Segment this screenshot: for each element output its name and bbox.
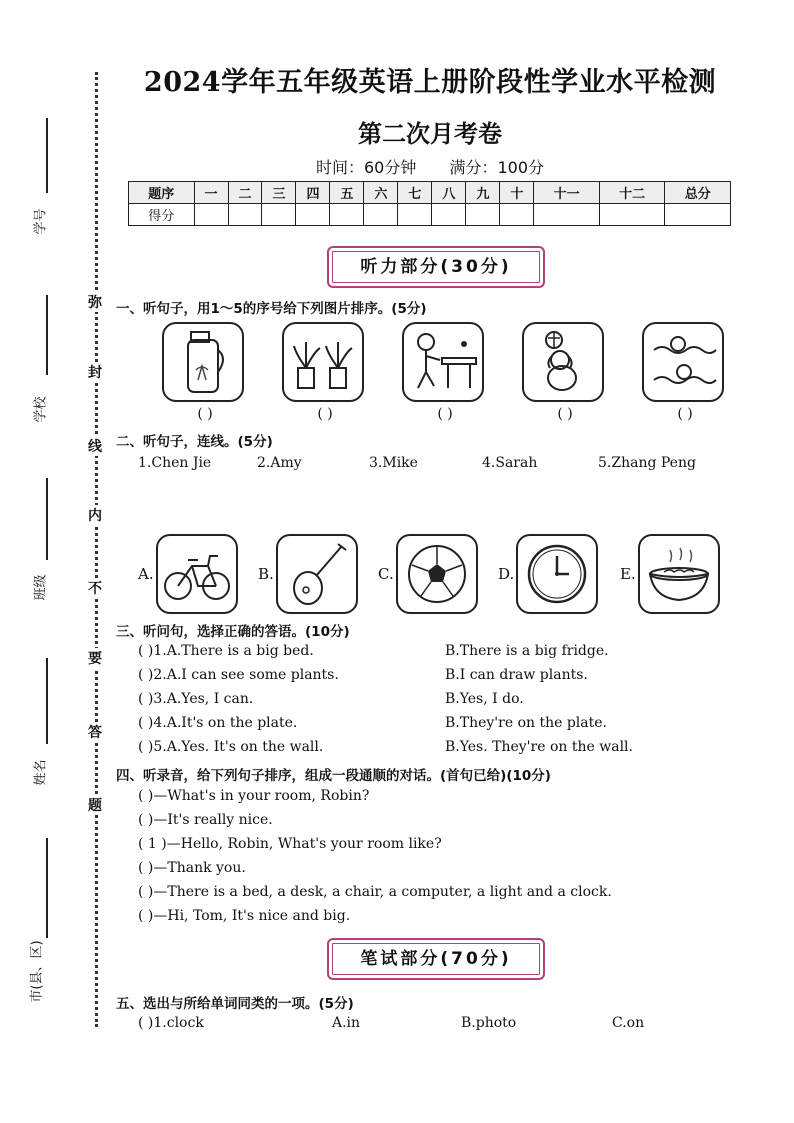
score-cell[interactable] [364, 204, 398, 226]
question-stem: ( )1.clock [138, 1015, 204, 1031]
score-table-header-cell: 四 [296, 182, 330, 204]
question-option-a: ( )1.A.There is a big bed. [138, 643, 314, 659]
plants-icon [282, 322, 364, 402]
score-cell[interactable] [432, 204, 466, 226]
swimmers-icon [642, 322, 724, 402]
score-table-label: 得分 [129, 204, 195, 226]
answer-parens[interactable]: ( ) [197, 406, 213, 422]
dialogue-line: ( )—What's in your room, Robin? [138, 788, 370, 804]
student-name: 3.Mike [369, 455, 418, 471]
score-table-header-cell: 二 [228, 182, 262, 204]
answer-parens[interactable]: ( ) [437, 406, 453, 422]
question-option-a: ( )4.A.It's on the plate. [138, 715, 298, 731]
bicycle-icon [156, 534, 238, 614]
question-option-b: B.There is a big fridge. [445, 643, 609, 659]
field-label-name: 姓名 [33, 759, 49, 786]
exam-subtitle: 第二次月考卷 [358, 119, 502, 148]
score-cell[interactable] [665, 204, 731, 226]
exam-title: 2024学年五年级英语上册阶段性学业水平检测 [143, 67, 717, 98]
seal-char: 封 [80, 362, 110, 382]
score-table-label: 题序 [129, 182, 195, 204]
section4-heading: 四、听录音，给下列句子排序，组成一段通顺的对话。(首句已给)(10分) [116, 768, 551, 784]
seal-char: 题 [80, 795, 110, 815]
option-letter: E. [620, 565, 636, 583]
score-table-header-row [129, 182, 731, 204]
dialogue-line: ( )—Hi, Tom, It's nice and big. [138, 908, 351, 924]
score-table-header-cell: 八 [432, 182, 466, 204]
dog-ball-icon [522, 322, 604, 402]
score-table-header-cell: 总分 [665, 182, 731, 204]
dialogue-line: ( )—Thank you. [138, 860, 246, 876]
field-label-class: 班级 [33, 574, 49, 601]
question-option-a: ( )3.A.Yes, I can. [138, 691, 254, 707]
choice-a: A.in [332, 1015, 361, 1031]
section1-heading: 一、听句子，用1～5的序号给下列图片排序。(5分) [116, 301, 427, 317]
score-cell[interactable] [262, 204, 296, 226]
score-table-header-cell: 十二 [599, 182, 665, 204]
score-cell[interactable] [296, 204, 330, 226]
answer-parens[interactable]: ( ) [317, 406, 333, 422]
question-option-b: B.Yes. They're on the wall. [445, 739, 633, 755]
seal-char: 答 [80, 722, 110, 742]
exam-full-score: 满分：100分 [449, 158, 544, 177]
question-option-b: B.They're on the plate. [445, 715, 607, 731]
field-underline [46, 478, 48, 560]
score-cell[interactable] [534, 204, 600, 226]
field-underline [46, 658, 48, 744]
score-cell[interactable] [194, 204, 228, 226]
score-table-header-cell: 三 [262, 182, 296, 204]
noodle-bowl-icon [638, 534, 720, 614]
score-cell[interactable] [330, 204, 364, 226]
field-underline [46, 118, 48, 193]
option-letter: A. [138, 565, 154, 583]
option-letter: B. [258, 565, 274, 583]
field-label-school: 学校 [33, 396, 49, 423]
score-cell[interactable] [500, 204, 534, 226]
score-table-header-cell: 五 [330, 182, 364, 204]
writing-banner: 笔试部分(70分) [327, 938, 545, 980]
choice-b: B.photo [461, 1015, 517, 1031]
field-label-district: 市(县、区) [29, 940, 45, 1003]
question-option-a: ( )5.A.Yes. It's on the wall. [138, 739, 324, 755]
section5-heading: 五、选出与所给单词同类的一项。(5分) [116, 996, 354, 1012]
clock-icon [516, 534, 598, 614]
seal-char: 要 [80, 648, 110, 668]
score-table-header-cell: 十一 [534, 182, 600, 204]
student-name: 5.Zhang Peng [598, 455, 696, 471]
field-underline [46, 295, 48, 375]
dialogue-line: ( )—There is a bed, a desk, a chair, a computer, a light and a clock. [138, 884, 612, 900]
score-table-header-cell: 十 [500, 182, 534, 204]
score-table-header-cell: 一 [194, 182, 228, 204]
option-letter: D. [498, 565, 515, 583]
student-name: 2.Amy [257, 455, 302, 471]
seal-char: 不 [80, 578, 110, 598]
exam-time-score [130, 155, 730, 178]
seal-char: 线 [80, 436, 110, 456]
seal-dotted-line [95, 72, 98, 1027]
dialogue-line: ( 1 )—Hello, Robin, What's your room like? [138, 836, 442, 852]
question-option-b: B.I can draw plants. [445, 667, 588, 683]
seal-char: 内 [80, 505, 110, 525]
choice-c: C.on [612, 1015, 645, 1031]
student-name: 4.Sarah [482, 455, 538, 471]
score-table-header-cell: 九 [466, 182, 500, 204]
seal-char: 弥 [80, 292, 110, 312]
field-underline [46, 838, 48, 938]
section3-heading: 三、听问句，选择正确的答语。(10分) [116, 624, 350, 640]
listening-banner: 听力部分(30分) [327, 246, 545, 288]
answer-parens[interactable]: ( ) [557, 406, 573, 422]
thermos-icon [162, 322, 244, 402]
football-icon [396, 534, 478, 614]
score-cell[interactable] [228, 204, 262, 226]
question-option-a: ( )2.A.I can see some plants. [138, 667, 339, 683]
section2-heading: 二、听句子，连线。(5分) [116, 434, 273, 450]
field-label-student-id: 学号 [33, 208, 49, 235]
score-table-header-cell: 七 [398, 182, 432, 204]
score-table-score-row [129, 204, 731, 226]
pipa-icon [276, 534, 358, 614]
dialogue-line: ( )—It's really nice. [138, 812, 273, 828]
score-cell[interactable] [466, 204, 500, 226]
score-table-header-cell: 六 [364, 182, 398, 204]
option-letter: C. [378, 565, 394, 583]
answer-parens[interactable]: ( ) [677, 406, 693, 422]
boy-table-icon [402, 322, 484, 402]
student-name: 1.Chen Jie [138, 455, 212, 471]
score-table [128, 181, 731, 226]
score-cell[interactable] [398, 204, 432, 226]
exam-time: 时间：60分钟 [315, 158, 417, 177]
score-cell[interactable] [599, 204, 665, 226]
question-option-b: B.Yes, I do. [445, 691, 524, 707]
